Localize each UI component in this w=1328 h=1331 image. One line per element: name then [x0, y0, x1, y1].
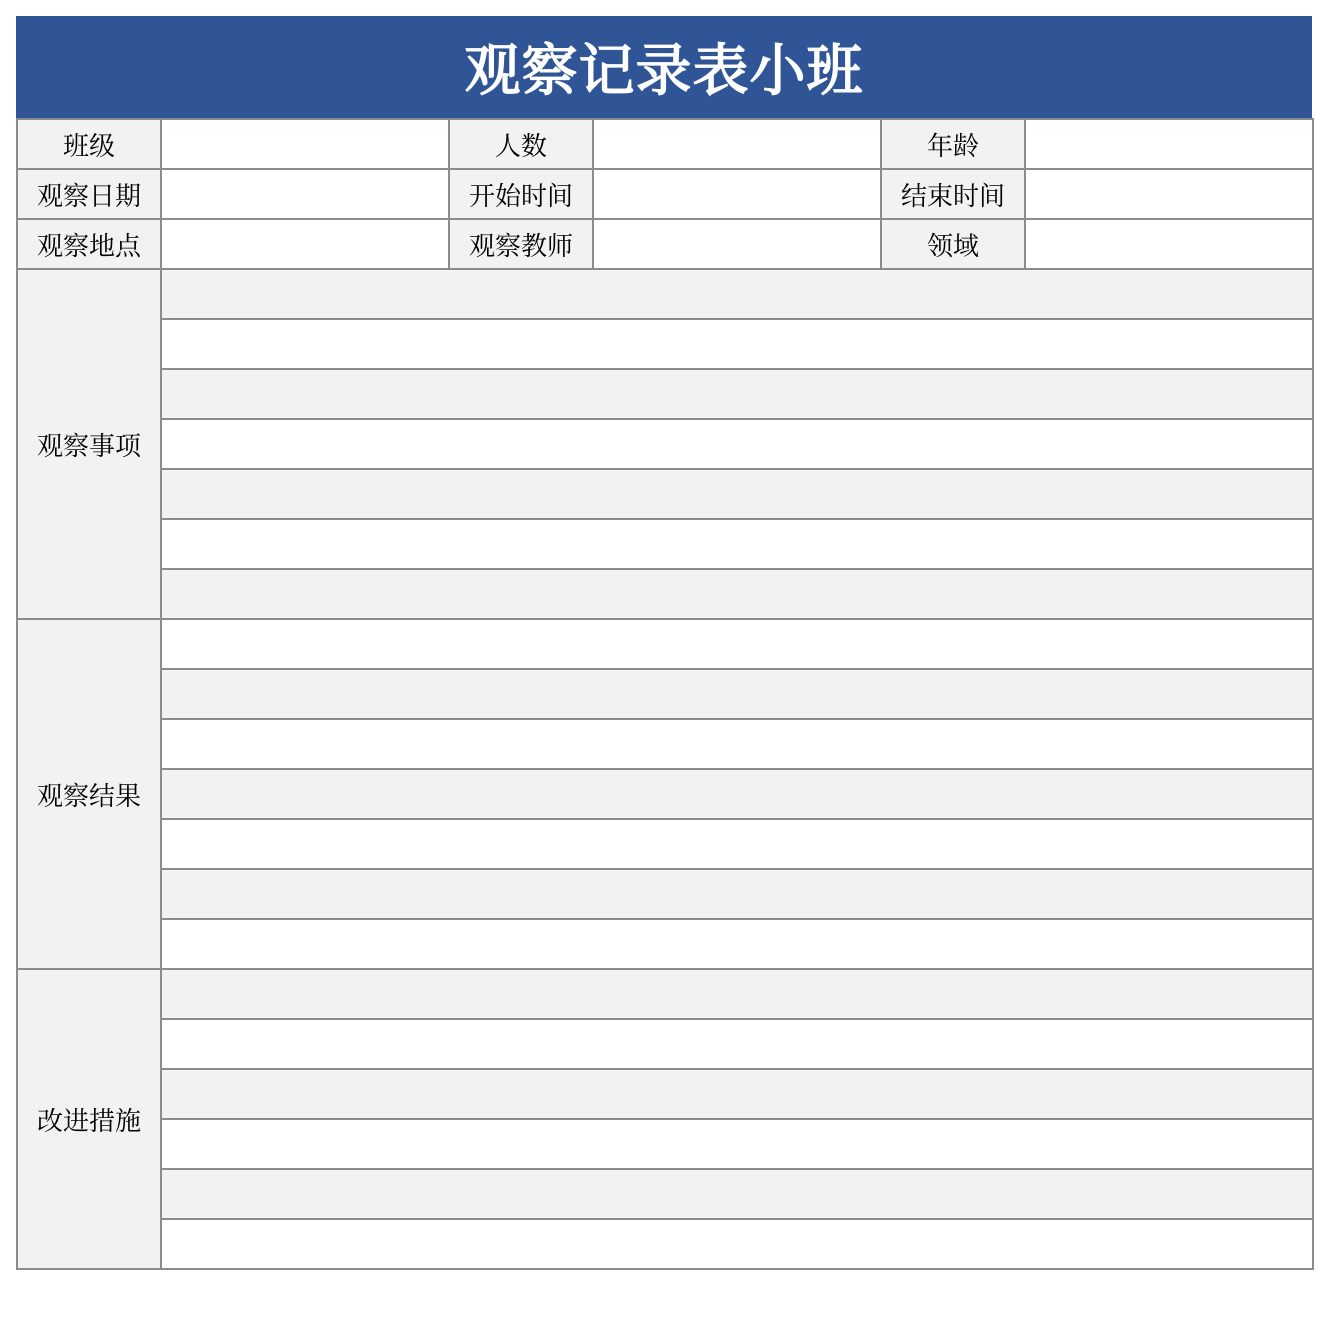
improvement-measures-entry-line[interactable]	[161, 969, 1313, 1019]
section-line-row	[17, 369, 1313, 419]
observation-record-form	[16, 16, 1312, 1270]
observation-location-field[interactable]	[161, 219, 449, 269]
section-line-row	[17, 819, 1313, 869]
section-line-row	[17, 719, 1313, 769]
observation-results-entry-line[interactable]	[161, 919, 1313, 969]
info-row-date	[17, 169, 1313, 219]
class-label: 班级	[17, 119, 161, 169]
observation-date-label: 观察日期	[17, 169, 161, 219]
section-line-row	[17, 1169, 1313, 1219]
improvement-measures-label: 改进措施	[17, 969, 161, 1269]
section-line-row	[17, 569, 1313, 619]
improvement-measures-entry-line[interactable]	[161, 1069, 1313, 1119]
observation-date-field[interactable]	[161, 169, 449, 219]
form-title: 观察记录表小班	[16, 16, 1312, 118]
headcount-label: 人数	[449, 119, 593, 169]
observation-items-entry-line[interactable]	[161, 369, 1313, 419]
section-line-row	[17, 619, 1313, 669]
section-line-row	[17, 319, 1313, 369]
observation-items-entry-line[interactable]	[161, 469, 1313, 519]
observing-teacher-field[interactable]	[593, 219, 881, 269]
section-line-row	[17, 919, 1313, 969]
observation-location-label: 观察地点	[17, 219, 161, 269]
end-time-field[interactable]	[1025, 169, 1313, 219]
section-line-row	[17, 969, 1313, 1019]
section-line-row	[17, 769, 1313, 819]
domain-field[interactable]	[1025, 219, 1313, 269]
improvement-measures-entry-line[interactable]	[161, 1119, 1313, 1169]
section-line-row	[17, 269, 1313, 319]
info-row-class	[17, 119, 1313, 169]
section-line-row	[17, 1119, 1313, 1169]
start-time-label: 开始时间	[449, 169, 593, 219]
observation-items-entry-line[interactable]	[161, 569, 1313, 619]
observation-items-entry-line[interactable]	[161, 519, 1313, 569]
age-label: 年龄	[881, 119, 1025, 169]
section-line-row	[17, 519, 1313, 569]
section-line-row	[17, 869, 1313, 919]
observation-results-entry-line[interactable]	[161, 769, 1313, 819]
improvement-measures-entry-line[interactable]	[161, 1019, 1313, 1069]
observation-results-entry-line[interactable]	[161, 619, 1313, 669]
improvement-measures-entry-line[interactable]	[161, 1169, 1313, 1219]
observation-results-entry-line[interactable]	[161, 719, 1313, 769]
observing-teacher-label: 观察教师	[449, 219, 593, 269]
form-table	[16, 118, 1314, 1270]
observation-results-entry-line[interactable]	[161, 669, 1313, 719]
observation-items-label: 观察事项	[17, 269, 161, 619]
headcount-field[interactable]	[593, 119, 881, 169]
section-line-row	[17, 1069, 1313, 1119]
end-time-label: 结束时间	[881, 169, 1025, 219]
age-field[interactable]	[1025, 119, 1313, 169]
observation-results-entry-line[interactable]	[161, 819, 1313, 869]
domain-label: 领域	[881, 219, 1025, 269]
class-field[interactable]	[161, 119, 449, 169]
section-line-row	[17, 469, 1313, 519]
start-time-field[interactable]	[593, 169, 881, 219]
section-line-row	[17, 1019, 1313, 1069]
observation-items-entry-line[interactable]	[161, 319, 1313, 369]
section-line-row	[17, 669, 1313, 719]
observation-results-entry-line[interactable]	[161, 869, 1313, 919]
improvement-measures-entry-line[interactable]	[161, 1219, 1313, 1269]
section-line-row	[17, 419, 1313, 469]
observation-items-entry-line[interactable]	[161, 269, 1313, 319]
info-row-location	[17, 219, 1313, 269]
section-line-row	[17, 1219, 1313, 1269]
observation-items-entry-line[interactable]	[161, 419, 1313, 469]
observation-results-label: 观察结果	[17, 619, 161, 969]
